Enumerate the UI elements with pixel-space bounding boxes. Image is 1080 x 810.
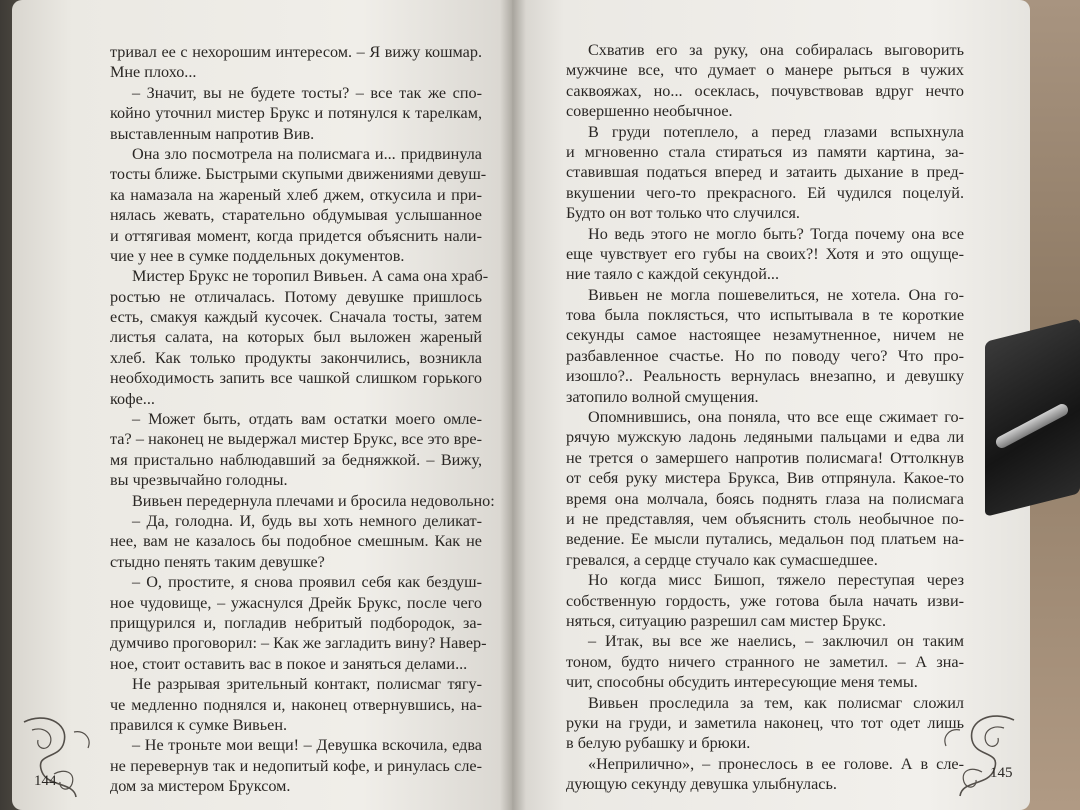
text-line: необходимость запить все чашкой слишком горького	[110, 369, 482, 388]
text-line: Не разрывая зрительный контакт, полисмаг тягу-	[132, 675, 482, 694]
text-line: и оттягивая момент, когда придется объяснить нали-	[110, 226, 482, 245]
text-line: няться, ситуацию разрешил сам мистер Брукс.	[566, 611, 887, 630]
text-line: чит, способны обсудить интересующие меня темы.	[566, 673, 918, 692]
text-line: изошло?.. Реальность вернулась внезапно, и девушку	[566, 367, 964, 386]
text-line: нее, вам не казалось бы подобное смешным. Как не	[110, 532, 482, 551]
text-line: время она молчала, боясь поднять глаза на полисмага	[566, 489, 964, 508]
text-line: тосты ближе. Быстрыми скупыми движениями девуш-	[110, 165, 487, 184]
left-page	[12, 0, 512, 810]
book-gutter	[500, 0, 526, 810]
text-line: Мне плохо...	[110, 63, 197, 82]
text-line: секунды самое настоящее незамутненное, ничем не	[566, 326, 964, 345]
text-line: Будто он вот только что случился.	[566, 204, 800, 223]
text-line: и мгновенно стала стираться из памяти картина, за-	[566, 142, 964, 161]
text-line: руки на груди, и заметила наконец, что тот одет лишь	[566, 713, 964, 732]
text-line: – О, простите, я снова проявил себя как бездуш-	[132, 573, 482, 592]
text-line: – Не троньте мои вещи! – Девушка вскочила, едва	[132, 736, 482, 755]
text-line: Опомнившись, она поняла, что все еще сжимает го-	[588, 408, 964, 427]
text-line: рячую мужскую ладонь ледяными пальцами и едва ли	[566, 428, 964, 447]
text-line: разбавленное счастье. Но по поводу чего? Что про-	[566, 346, 964, 365]
corner-ornament-left-icon	[14, 712, 104, 807]
text-line: койно уточнил мистер Брукс и потянулся к тарелкам,	[110, 104, 482, 123]
text-line: вкушении чего-то прекрасного. Ей чудился поцелуй.	[566, 183, 964, 202]
text-line: ка намазала на жареный хлеб джем, откусила и при-	[110, 185, 482, 204]
text-line: еще чувствует его губы на своих?! Хотя и это ощуще-	[566, 244, 964, 263]
text-line: в белую рубашку и брюки.	[566, 734, 751, 753]
text-line: ное, стоит оставить вас в покое и заняться делами...	[110, 654, 468, 673]
text-line: – Может быть, отдать вам остатки моего омле-	[132, 410, 482, 429]
text-line: кофе...	[110, 389, 155, 408]
text-line: та? – наконец не выдержал мистер Брукс, все это вре-	[110, 430, 482, 449]
text-line: – Значит, вы не будете тосты? – все так же спо-	[132, 83, 482, 102]
text-line: В груди потеплело, а перед глазами вспыхнула	[588, 122, 964, 141]
text-line: Она зло посмотрела на полисмага и... придвинула	[132, 144, 482, 163]
right-page	[512, 0, 1030, 810]
text-line: от себя руку мистера Брукса, Вив отпрянула. Какое-то	[566, 469, 964, 488]
text-line: собственную гордость, уже готова была начать изви-	[566, 591, 964, 610]
text-line: Схватив его за руку, она собиралась выговорить	[588, 41, 964, 59]
text-line: мужчине все, что думает о манере рыться в чужих	[566, 61, 964, 80]
corner-ornament-right-icon	[924, 708, 1024, 806]
text-line: правился к сумке Вивьен.	[110, 715, 288, 734]
text-line: – Да, голодна. И, будь вы хоть немного деликат-	[132, 511, 482, 530]
text-line: Мистер Брукс не торопил Вивьен. А сама она храб-	[132, 267, 489, 286]
text-line: ное чудовище, – ужаснулся Дрейк Брукс, после чего	[110, 593, 482, 612]
text-line: затопило волной смущения.	[566, 387, 759, 406]
text-line: тривал ее с нехорошим интересом. – Я вижу кошмар.	[110, 43, 482, 61]
text-line: – Итак, вы все же наелись, – заключил он таким	[588, 632, 964, 651]
text-line: чие у нее в сумке поддельных документов.	[110, 246, 405, 265]
text-line: Но ведь этого не могло быть? Тогда почему она все	[588, 224, 964, 243]
page-number-left: 144	[34, 773, 57, 789]
text-line: че медленно поднялся и, наконец отвернувшись, на-	[110, 695, 482, 714]
text-line: вы чрезвычайно голодны.	[110, 471, 288, 490]
left-page-text	[110, 42, 495, 796]
text-line: и не представляя, чем объяснить столь необычное по-	[566, 509, 964, 528]
text-line: нялась жевать, старательно обдумывая услышанное	[110, 206, 482, 225]
right-page-text	[566, 40, 964, 794]
text-line: прищурился и, погладив небритый подбородок, за-	[110, 613, 482, 632]
text-line: Вивьен передернула плечами и бросила недовольно:	[132, 491, 495, 510]
text-line: ростью не отличалась. Потому девушке пришлось	[110, 287, 482, 306]
text-line: саквояжах, но... осеклась, почувствовав вдруг нечто	[566, 81, 964, 100]
text-line: гревался, а сердце стучало как сумасшедшее.	[566, 550, 878, 569]
text-line: есть, смакуя каждый кусочек. Сначала тосты, затем	[110, 308, 482, 327]
text-line: Вивьен проследила за тем, как полисмаг сложил	[588, 693, 964, 712]
text-line: не трется о замершего напротив полисмага! Оттолкнув	[566, 448, 964, 467]
text-line: Вивьен не могла пошевелиться, не хотела. Она го-	[588, 285, 964, 304]
text-line: мя пристально наблюдавший за бедняжкой. – Вижу,	[110, 450, 482, 469]
text-line: «Неприлично», – пронеслось в ее голове. А в сле-	[588, 754, 964, 773]
text-line: тоном, будто ничего странного не заметил. – А зна-	[566, 652, 964, 671]
text-line: това была поклясться, что испытывала в те короткие	[566, 306, 964, 325]
text-line: выставленным напротив Вив.	[110, 124, 315, 143]
text-line: стыдно пенять таким девушке?	[110, 552, 325, 571]
text-line: дующую секунду девушка улыбнулась.	[566, 775, 837, 794]
text-line: Но когда мисс Бишоп, тяжело переступая через	[588, 571, 964, 590]
text-line: ведение. Ее мысли путались, медальон под платьем на-	[566, 530, 964, 549]
text-line: листья салата, на которых был выложен жареный	[110, 328, 482, 347]
text-line: думчиво проговорил: – Как же загладить вину? Навер-	[110, 634, 487, 653]
text-line: дом за мистером Бруксом.	[110, 777, 291, 796]
text-line: хлеб. Как только продукты закончились, возникла	[110, 348, 482, 367]
page-number-right: 145	[990, 765, 1013, 781]
text-line: совершенно необычное.	[566, 102, 733, 121]
text-line: не перевернув так и недопитый кофе, и ринулась сле-	[110, 756, 482, 775]
text-line: ние таяло с каждой секундой...	[566, 265, 780, 284]
text-line: ставившая податься вперед и затаить дыхание в пред-	[566, 163, 964, 182]
